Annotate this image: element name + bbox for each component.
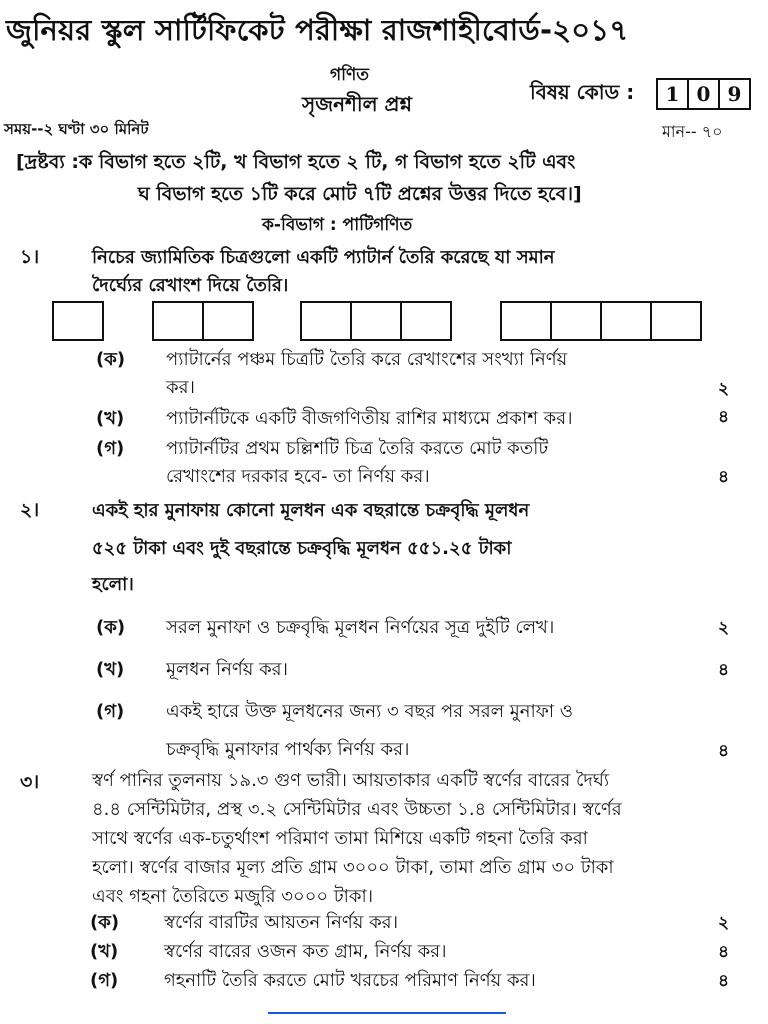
part-label: (খ): [90, 941, 119, 962]
part-label: (গ): [90, 970, 119, 991]
part-text-line: প্যাটার্নটির প্রথম চল্লিশটি চিত্র তৈরি করতে মোট কতটি: [166, 438, 549, 459]
paper-type: সৃজনশীল প্রশ্ন: [302, 92, 412, 116]
part-label: (খ): [96, 659, 125, 680]
part-text-line: গহনাটি তৈরি করতে মোট খরচের পরিমাণ নির্ণয় কর।: [164, 970, 536, 991]
question-stem-line: ৫২৫ টাকা এবং দুই বছরান্তে চক্রবৃদ্ধি মূলধন ৫৫১.২৫ টাকা: [92, 538, 512, 559]
question-number: ২।: [20, 499, 40, 521]
part-text-line: কর।: [166, 377, 195, 398]
pattern-square: [650, 301, 702, 341]
question-stem-line: হলো। স্বর্ণের বাজার মূল্য প্রতি গ্রাম ৩০০০ টাকা, তামা প্রতি গ্রাম ৩০ টাকা: [92, 857, 614, 878]
part-text-line: স্বর্ণের বারের ওজন কত গ্রাম, নির্ণয় কর।: [164, 941, 447, 962]
question-stem-line: নিচের জ্যামিতিক চিত্রগুলো একটি প্যাটার্ন তৈরি করেছে যা সমান: [92, 247, 555, 268]
question-stem-line: এবং গহনা তৈরিতে মজুরি ৩০০০ টাকা।: [92, 886, 374, 907]
part-text-line: রেখাংশের দরকার হবে- তা নির্ণয় কর।: [166, 466, 430, 487]
pattern-figure-4: [500, 301, 702, 341]
question-stem-line: হলো।: [92, 574, 134, 595]
question-stem-line: সাথে স্বর্ণের এক-চতুর্থাংশ পরিমাণ তামা মিশিয়ে একটি গহনা তৈরি করা: [92, 828, 588, 849]
part-label: (গ): [96, 438, 125, 459]
part-text-line: স্বর্ণের বারটির আয়তন নির্ণয় কর।: [164, 912, 399, 933]
subject-name: গণিত: [330, 65, 370, 85]
part-mark: ২: [718, 618, 730, 638]
question-stem-line: একই হার মুনাফায় কোনো মূলধন এক বছরান্তে চক্রবৃদ্ধি মূলধন: [92, 500, 530, 521]
part-mark: ৪: [718, 467, 730, 487]
question-stem-line: ৪.৪ সেন্টিমিটার, প্রস্থ ৩.২ সেন্টিমিটার এবং উচ্চতা ১.৪ সেন্টিমিটার। স্বর্ণের: [92, 799, 622, 820]
pattern-square: [350, 301, 402, 341]
part-text-line: প্যাটার্নের পঞ্চম চিত্রটি তৈরি করে রেখাংশের সংখ্যা নির্ণয়: [166, 349, 568, 370]
footer-link-underline[interactable]: [268, 1012, 506, 1014]
question-stem-line: দৈর্ঘ্যের রেখাংশ দিয়ে তৈরি।: [92, 275, 289, 296]
exam-title: জুনিয়র স্কুল সার্টিফিকেট পরীক্ষা রাজশাহীবোর্ড-২০১৭: [6, 13, 629, 47]
pattern-figure-1: [52, 301, 104, 341]
pattern-square: [550, 301, 602, 341]
total-marks: মান-- ৭০: [662, 122, 723, 141]
pattern-square: [500, 301, 552, 341]
instruction-line-2: ঘ বিভাগ হতে ১টি করে মোট ৭টি প্রশ্নের উত্তর দিতে হবে।]: [138, 183, 582, 205]
pattern-figure-3: [300, 301, 452, 341]
question-stem-line: স্বর্ণ পানির তুলনায় ১৯.৩ গুণ ভারী। আয়তাকার একটি স্বর্ণের বারের দৈর্ঘ্য: [92, 770, 610, 791]
part-text-line: মূলধন নির্ণয় কর।: [166, 659, 288, 680]
pattern-figure-2: [152, 301, 254, 341]
part-text-line: সরল মুনাফা ও চক্রবৃদ্ধি মূলধন নির্ণয়ের সূত্র দুইটি লেখ।: [166, 617, 555, 638]
pattern-square: [300, 301, 352, 341]
subject-code-boxes: [656, 78, 751, 110]
question-number: ১।: [20, 246, 40, 268]
part-mark: ২: [718, 913, 730, 933]
part-mark: ৪: [718, 971, 730, 991]
part-label: (খ): [96, 408, 125, 429]
pattern-square: [600, 301, 652, 341]
exam-time: সময়--২ ঘণ্টা ৩০ মিনিট: [4, 120, 149, 138]
instruction-line-1: [দ্রষ্টব্য :ক বিভাগ হতে ২টি, খ বিভাগ হতে ২ টি, গ বিভাগ হতে ২টি এবং: [16, 151, 576, 173]
pattern-square: [400, 301, 452, 341]
part-label: (ক): [96, 617, 126, 638]
part-label: (ক): [90, 912, 120, 933]
part-mark: ২: [718, 379, 730, 399]
part-text-line: চক্রবৃদ্ধি মুনাফার পার্থক্য নির্ণয় কর।: [166, 739, 410, 760]
code-digit: 0: [689, 80, 720, 108]
part-mark: ৪: [718, 660, 730, 680]
part-mark: ৪: [718, 942, 730, 962]
question-number: ৩।: [20, 771, 40, 793]
section-title: ক-বিভাগ : পাটিগণিত: [262, 215, 413, 235]
pattern-square: [152, 301, 204, 341]
part-text-line: একই হারে উক্ত মূলধনের জন্য ৩ বছর পর সরল মুনাফা ও: [166, 701, 574, 722]
part-mark: ৪: [718, 407, 730, 427]
pattern-square: [52, 301, 104, 341]
code-digit: 1: [658, 80, 689, 108]
part-mark: ৪: [718, 741, 730, 761]
subject-code-label: বিষয় কোড :: [530, 80, 635, 104]
part-label: (ক): [96, 349, 126, 370]
part-text-line: প্যাটার্নটিকে একটি বীজগণিতীয় রাশির মাধ্যমে প্রকাশ কর।: [166, 408, 573, 429]
part-label: (গ): [96, 701, 125, 722]
code-digit: 9: [727, 82, 742, 106]
pattern-square: [202, 301, 254, 341]
